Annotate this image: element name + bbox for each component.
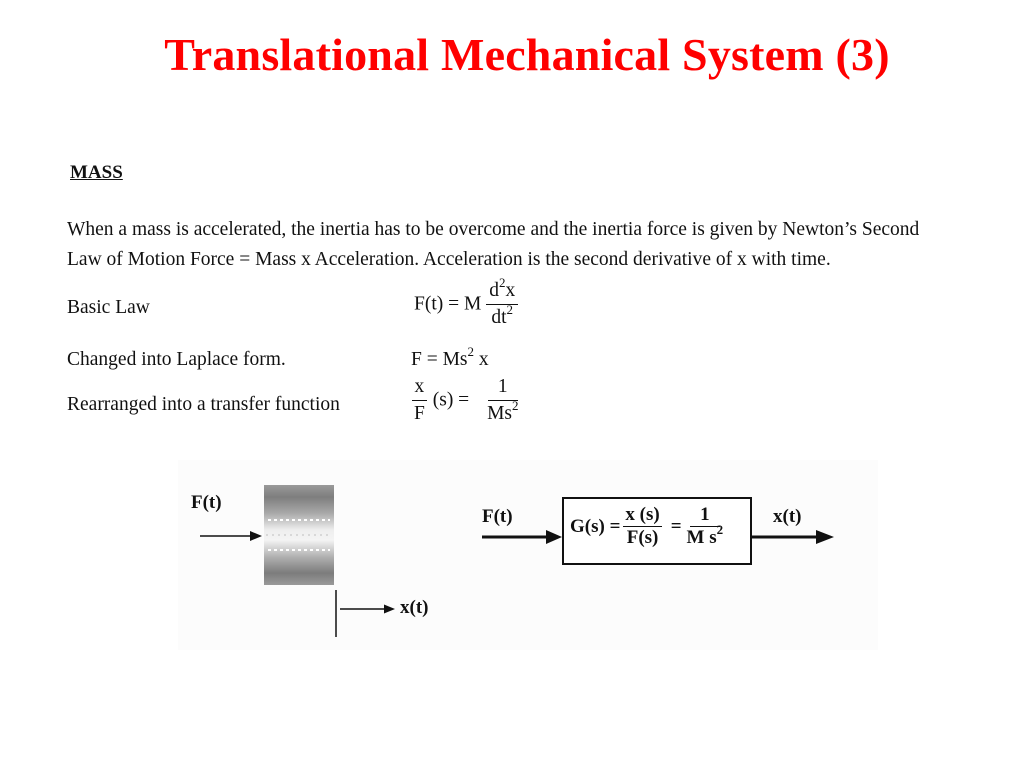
mass-block [264,485,334,585]
displacement-arrowhead [384,605,395,614]
mass-input-label: F(t) [191,492,222,513]
block-output-arrowhead [816,530,834,544]
intro-line-2: Law of Motion Force = Mass x Acceleration. Acceleration is the second derivative of x with time. [67,249,831,270]
intro-line-1: When a mass is accelerated, the inertia has to be overcome and the inertia force is given by Newton’s Second [67,219,920,240]
basic-law-label: Basic Law [67,297,150,318]
force-arrowhead [250,531,262,541]
block-fraction-2: $\frac{1}{M s^2}$ [686,504,724,548]
basic-law-numerator: $d^2x$ [486,280,518,305]
transfer-rhs-fraction: $\frac{1}{Ms^2}$ [487,376,519,424]
laplace-form-equation: $F = Ms^2$ x [411,344,489,370]
section-heading: MASS [70,162,123,183]
basic-law-denominator: $dt^2$ [491,302,514,328]
basic-law-lhs: F(t) = M [414,293,482,315]
block-output-label: x(t) [773,506,802,527]
block-fraction-1: $\frac{x (s)}{F(s)}$ [625,504,660,548]
block-equation: G(s) = $\frac{x (s)}{F(s)}$ = $\frac{1}{M s^2}$ [570,504,724,548]
block-input-label: F(t) [482,506,513,527]
transfer-lhs-fraction: $\frac{x}{F}$ [411,376,428,425]
mass-output-label: x(t) [400,597,429,618]
block-input-arrowhead [546,530,562,544]
transfer-function-equation: $\frac{x}{F}$ (s) = $\frac{1}{Ms^2}$ [411,376,522,425]
laplace-form-label: Changed into Laplace form. [67,349,286,370]
transfer-function-label: Rearranged into a transfer function [67,394,340,415]
page-title: Translational Mechanical System (3) [164,29,890,80]
